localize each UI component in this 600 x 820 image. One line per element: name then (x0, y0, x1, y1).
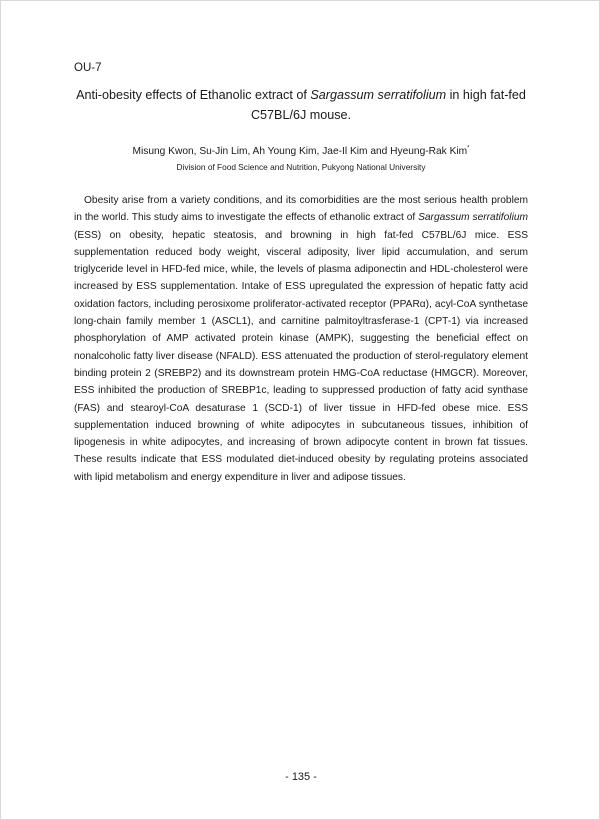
abstract-part-1: Obesity arise from a variety conditions, and its comorbidities are the most serious health problem in the world. This study aims to investigate the effects of ethanolic extract of (74, 195, 528, 224)
page-number: - 135 - (285, 771, 317, 783)
author-list (61, 146, 541, 157)
title-species: Sargassum serratifolium (310, 88, 447, 102)
corresponding-author-mark: * (467, 145, 470, 152)
author-names: Misung Kwon, Su-Jin Lim, Ah Young Kim, Jae-Il Kim and Hyeung-Rak Kim (132, 146, 468, 157)
title-suffix: in high fat-fed C57BL/6J mouse. (250, 88, 526, 122)
abstract-part-2: (ESS) on obesity, hepatic steatosis, and browning in high fat-fed C57BL/6J mice. ESS supplementation reduced body weight, visceral adiposity, liver lipid accumulation, and serum triglyceride level in HFD-fed mice, while, the levels of plasma adiponectin and HDL-cholesterol were increased by ESS supplementation. Intake of ESS upregulated the expression of hepatic fatty acid oxidation factors, including perosixome proliferator-activated receptor (PPARα), acyl-CoA synthetase long-chain family member 1 (ASCL1), and carnitine palmitoyltrasferase-1 (CPT-1) via increased phosphorylation of AMP activated protein kinase (AMPK), suggesting the beneficial effect on nonalcoholic fatty liver disease (NFALD). ESS attenuated the production of sterol-regulatory element binding protein 2 (SREBP2) and its downstream protein HMG-CoA reductase (HMGCR). Moreover, ESS inhibited the production of SREBP1c, leading to suppressed production of fatty acid synthase (FAS) and stearoyl-CoA desaturase 1 (SCD-1) of liver tissue in HFD-fed obese mice. ESS supplementation induced browning of white adipocytes in subcutaneous tissues, inhibition of lipogenesis in white adipocytes, and increasing of brown adipocyte content in brown fat tissues. These results indicate that ESS modulated diet-induced obesity by regulating proteins associated with lipid metabolism and energy expenditure in liver and adipose tissues. (74, 229, 528, 483)
abstract-species: Sargassum serratifolium (418, 212, 528, 224)
title-prefix: Anti-obesity effects of Ethanolic extract of (76, 88, 311, 102)
paper-title (61, 85, 541, 125)
session-code: OU-7 (74, 62, 102, 74)
abstract-body (74, 192, 528, 486)
affiliation: Division of Food Science and Nutrition, Pukyong National University (176, 162, 426, 172)
